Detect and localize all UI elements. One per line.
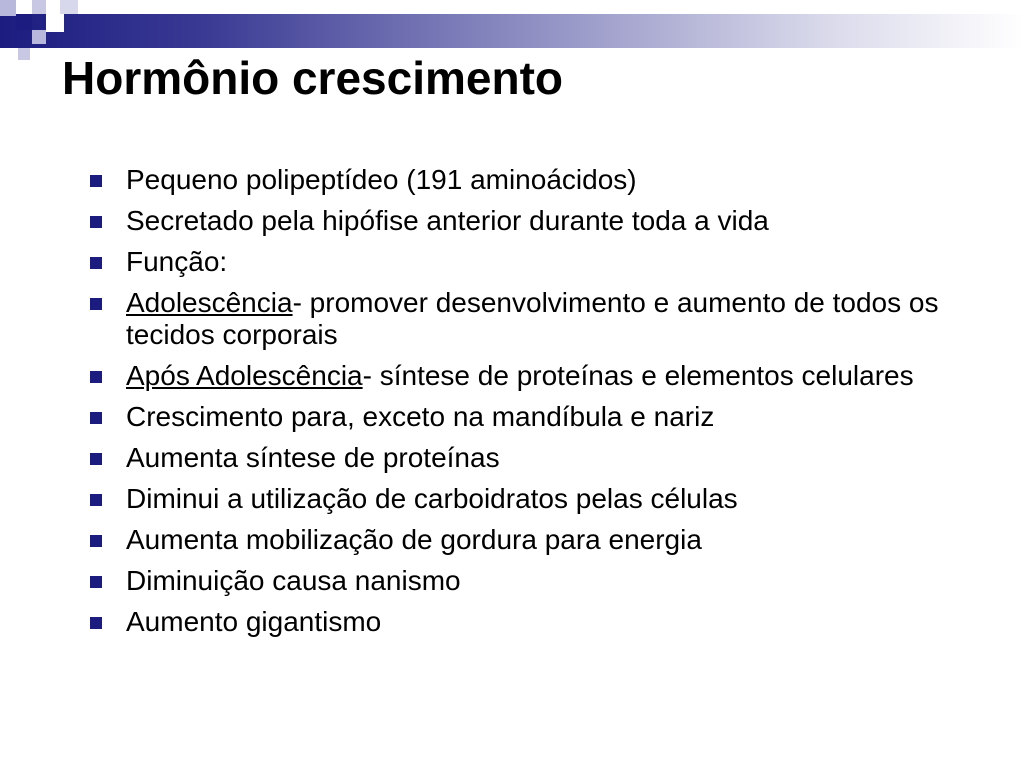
- bullet-underlined-term: Após Adolescência: [126, 360, 363, 391]
- decorative-square: [60, 0, 78, 14]
- square-bullet-icon: [90, 412, 102, 424]
- bullet-item: [90, 287, 990, 351]
- decorative-square: [46, 14, 64, 32]
- bullet-item: [90, 246, 990, 278]
- bullet-text: - síntese de proteínas e elementos celulares: [362, 360, 914, 391]
- square-bullet-icon: [90, 175, 102, 187]
- bullet-text: Aumenta mobilização de gordura para energia: [126, 524, 702, 555]
- square-bullet-icon: [90, 576, 102, 588]
- bullet-text: Aumento gigantismo: [126, 606, 382, 637]
- square-bullet-icon: [90, 257, 102, 269]
- bullet-text: Secretado pela hipófise anterior durante toda a vida: [126, 205, 769, 236]
- square-bullet-icon: [90, 494, 102, 506]
- bullet-text: Pequeno polipeptídeo (191 aminoácidos): [126, 164, 637, 195]
- bullet-text: Diminui a utilização de carboidratos pelas células: [126, 483, 738, 514]
- decorative-square: [18, 48, 30, 60]
- header-gradient-bar: [0, 14, 1024, 48]
- bullet-item: [90, 360, 990, 392]
- square-bullet-icon: [90, 371, 102, 383]
- bullet-item: [90, 565, 990, 597]
- bullet-item: [90, 483, 990, 515]
- bullet-text: Crescimento para, exceto na mandíbula e nariz: [126, 401, 715, 432]
- bullet-item: [90, 606, 990, 638]
- decorative-square: [32, 0, 46, 14]
- decorative-square: [32, 30, 46, 44]
- slide-title: Hormônio crescimento: [62, 52, 563, 104]
- bullet-text: - promover desenvolvimento e aumento de todos os tecidos corporais: [126, 287, 939, 350]
- bullet-text: Diminuição causa nanismo: [126, 565, 461, 596]
- bullet-text: Função:: [126, 246, 228, 277]
- bullet-list: [90, 164, 990, 647]
- decorative-square: [16, 14, 32, 30]
- square-bullet-icon: [90, 453, 102, 465]
- bullet-item: [90, 524, 990, 556]
- bullet-item: [90, 205, 990, 237]
- bullet-text: Aumenta síntese de proteínas: [126, 442, 500, 473]
- square-bullet-icon: [90, 535, 102, 547]
- bullet-item: [90, 401, 990, 433]
- decorative-square: [0, 0, 16, 16]
- square-bullet-icon: [90, 298, 102, 310]
- bullet-item: [90, 442, 990, 474]
- square-bullet-icon: [90, 617, 102, 629]
- bullet-underlined-term: Adolescência: [126, 287, 293, 318]
- bullet-item: [90, 164, 990, 196]
- square-bullet-icon: [90, 216, 102, 228]
